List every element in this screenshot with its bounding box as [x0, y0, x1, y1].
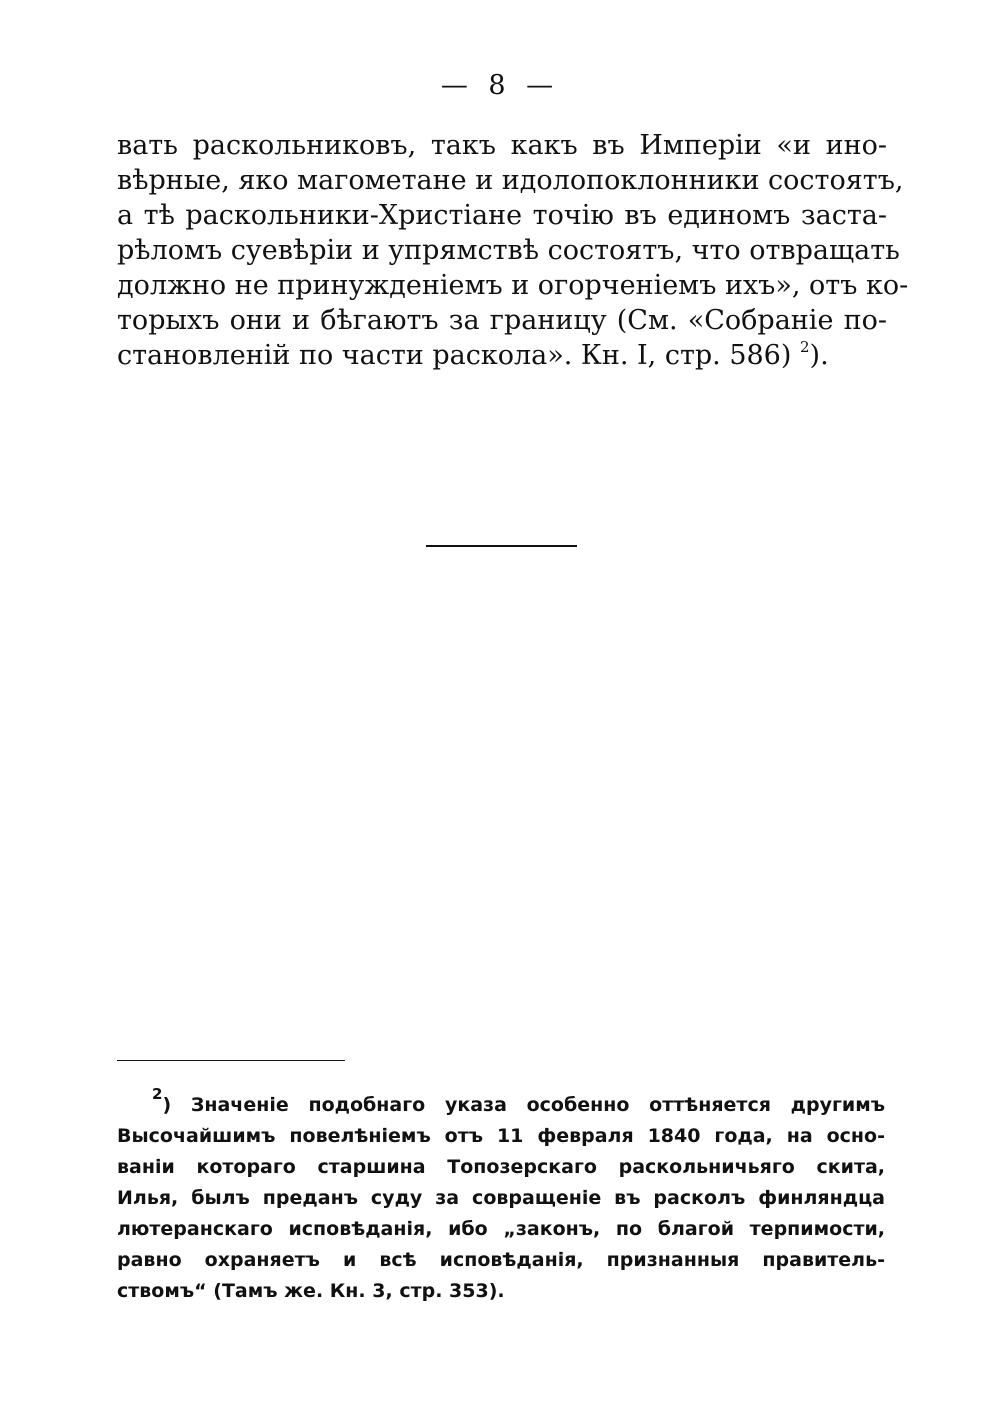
- footnote-line: ваніи котораго старшина Топозерскаго раскольничьяго скита,: [117, 1156, 885, 1178]
- footnote-line-text: ) Значеніе подобнаго указа особенно оттѣняется другимъ: [162, 1094, 885, 1116]
- footnote-line: Илья, былъ преданъ суду за совращеніе въ расколъ финляндца: [117, 1187, 885, 1209]
- footnote-line: Высочайшимъ повелѣніемъ отъ 11 февраля 1840 года, на осно-: [117, 1125, 885, 1147]
- text-line: должно не принужденіемъ и огорченіемъ ихъ», отъ ко-: [117, 270, 909, 301]
- text-line-content: становленій по части раскола». Кн. I, стр. 586): [117, 340, 792, 371]
- main-text: [117, 128, 909, 373]
- text-line: рѣломъ суевѣріи и упрямствѣ состоятъ, что отвращать: [117, 235, 900, 266]
- footnote-line: [117, 1085, 885, 1121]
- footnote-line-last: ствомъ“ (Тамъ же. Кн. 3, стр. 353).: [117, 1280, 505, 1302]
- text-line: торыхъ они и бѣгаютъ за границу (См. «Собраніе по-: [117, 305, 887, 336]
- page-number: — 8 —: [440, 70, 560, 101]
- footnote-line: лютеранскаго исповѣданія, ибо „законъ, по благой терпимости,: [117, 1218, 885, 1240]
- footnote-line: равно охраняетъ и всѣ исповѣданія, признанныя правитель-: [117, 1249, 885, 1271]
- end-rule: [426, 545, 577, 547]
- text-line: вѣрные, яко магометане и идолопоклонники состоятъ,: [117, 165, 904, 196]
- footnote-rule: [117, 1060, 345, 1061]
- footnote-reference: 2: [800, 338, 810, 356]
- text-line-end: ).: [809, 340, 829, 371]
- text-line: а тѣ раскольники-Христіане точію въ единомъ заста-: [117, 200, 887, 231]
- footnote: [117, 1085, 885, 1307]
- text-line: вать раскольниковъ, такъ какъ въ Имперіи «и ино-: [117, 130, 887, 161]
- footnote-marker: 2: [152, 1085, 163, 1103]
- text-line-last: [117, 338, 887, 373]
